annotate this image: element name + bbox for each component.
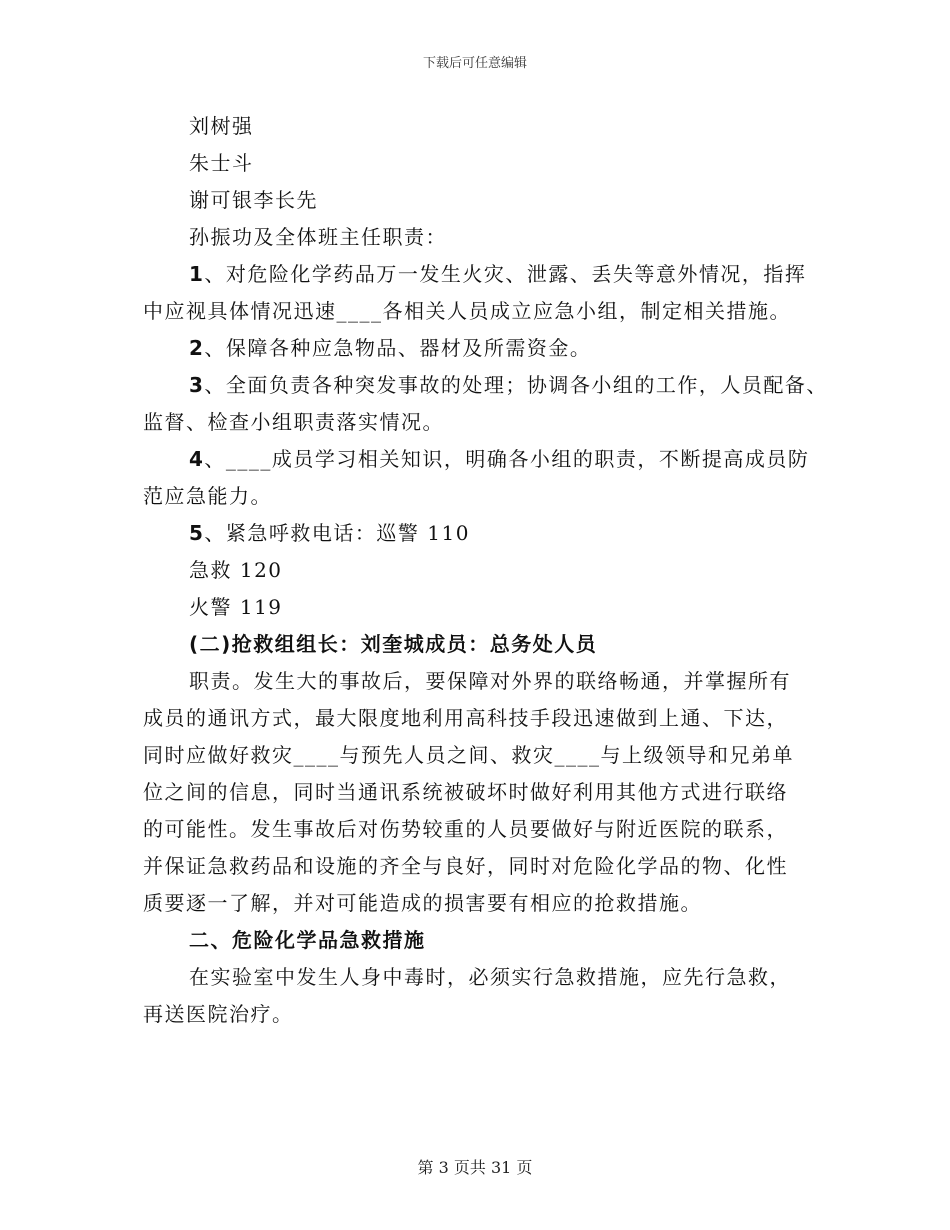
text-line	[143, 367, 828, 404]
text-line	[143, 145, 823, 182]
line-text: 职责。发生大的事故后，要保障对外界的联络畅通，并掌握所有	[189, 669, 791, 693]
text-line	[143, 737, 823, 774]
line-text: 的可能性。发生事故后对伤势较重的人员要做好与附近医院的联系，	[143, 817, 788, 841]
line-text: (二)抢救组组长：刘奎城成员：总务处人员	[189, 632, 598, 656]
line-text: 、全面负责各种突发事故的处理；协调各小组的工作，人员配备、	[204, 373, 828, 397]
list-number: 3	[189, 373, 205, 397]
text-line	[143, 663, 823, 700]
text-line	[143, 885, 823, 922]
text-line	[143, 330, 823, 367]
line-text: 火警 119	[189, 595, 283, 619]
line-text: 成员的通讯方式，最大限度地利用高科技手段迅速做到上通、下达，	[143, 706, 788, 730]
text-line	[143, 219, 823, 256]
line-text: 刘树强	[189, 114, 254, 138]
text-line	[143, 515, 823, 552]
line-text: 在实验室中发生人身中毒时，必须实行急救措施，应先行急救，	[189, 965, 791, 989]
line-text: 谢可银李长先	[189, 188, 318, 212]
section-heading	[143, 626, 823, 663]
line-text: 范应急能力。	[143, 484, 272, 508]
line-text: 质要逐一了解，并对可能造成的损害要有相应的抢救措施。	[143, 891, 702, 915]
line-text: 、对危险化学药品万一发生火灾、泄露、丢失等意外情况，指挥	[204, 262, 807, 286]
section-heading	[143, 922, 823, 959]
line-text: 二、危险化学品急救措施	[189, 928, 426, 952]
page-footer: 第 3 页共 31 页	[417, 1158, 533, 1177]
list-number: 4	[189, 447, 205, 471]
line-text: 、保障各种应急物品、器材及所需资金。	[204, 336, 592, 360]
line-text: 、紧急呼救电话：巡警 110	[204, 521, 470, 545]
line-text: 同时应做好救灾____与预先人员之间、救灾____与上级领导和兄弟单	[143, 743, 794, 767]
text-line	[143, 774, 823, 811]
text-line	[143, 441, 823, 478]
line-text: 中应视具体情况迅速____各相关人员成立应急小组，制定相关措施。	[143, 299, 791, 323]
line-text: 监督、检查小组职责落实情况。	[143, 410, 444, 434]
text-line	[143, 848, 823, 885]
line-text: 孙振功及全体班主任职责：	[189, 225, 447, 249]
line-text: 急救 120	[189, 558, 283, 582]
document-body	[143, 108, 828, 1033]
text-line	[143, 700, 823, 737]
list-number: 2	[189, 336, 205, 360]
text-line	[143, 404, 823, 441]
line-text: 位之间的信息，同时当通讯系统被破坏时做好利用其他方式进行联络	[143, 780, 788, 804]
text-line	[143, 182, 823, 219]
text-line	[143, 256, 823, 293]
list-number: 5	[189, 521, 205, 545]
text-line	[143, 552, 823, 589]
text-line	[143, 996, 823, 1033]
text-line	[143, 959, 823, 996]
line-text: 、____成员学习相关知识，明确各小组的职责，不断提高成员防	[204, 447, 810, 471]
line-text: 再送医院治疗。	[143, 1002, 294, 1026]
text-line	[143, 478, 823, 515]
text-line	[143, 811, 823, 848]
list-number: 1	[189, 262, 205, 286]
line-text: 朱士斗	[189, 151, 254, 175]
page-header: 下载后可任意编辑	[422, 56, 527, 71]
text-line	[143, 589, 823, 626]
line-text: 并保证急救药品和设施的齐全与良好，同时对危险化学品的物、化性	[143, 854, 788, 878]
text-line	[143, 293, 823, 330]
text-line	[143, 108, 823, 145]
